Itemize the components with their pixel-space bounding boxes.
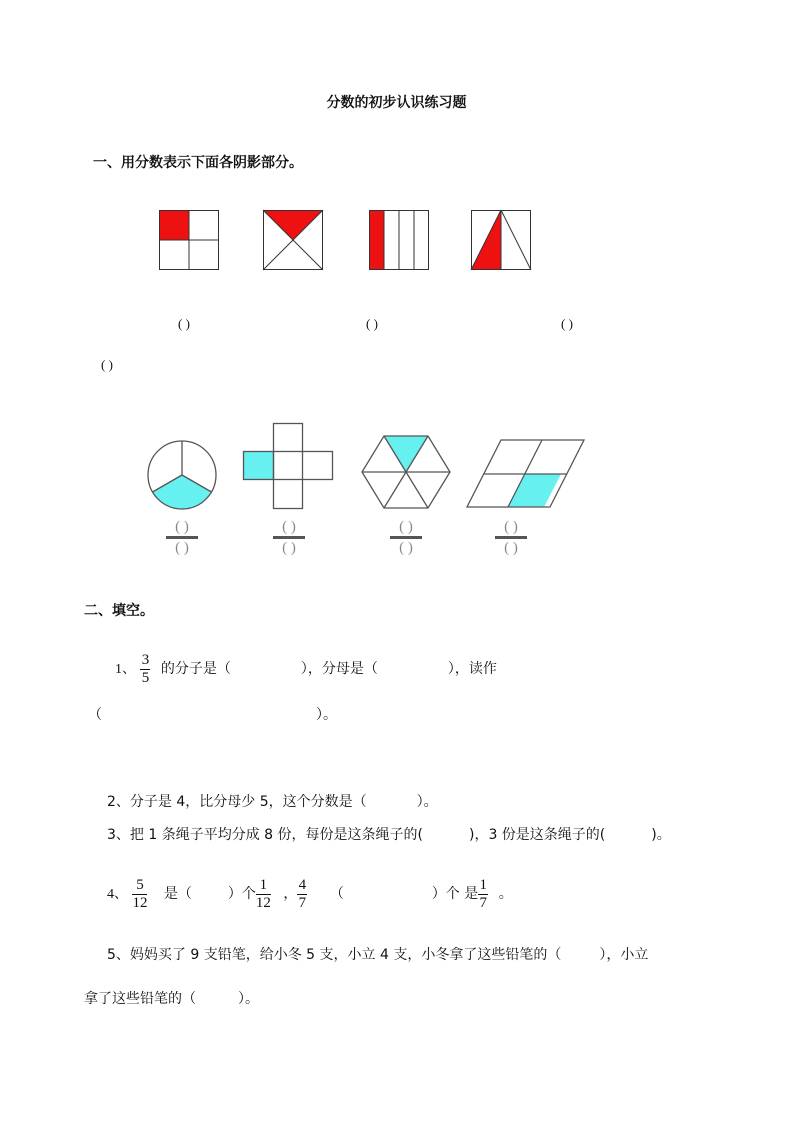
denominator-blank[interactable]: ( )	[175, 540, 189, 556]
fraction-bar	[390, 536, 422, 539]
fraction-1-7: $\frac{1}{7}$	[479, 876, 488, 911]
numerator-blank[interactable]: ( )	[175, 519, 189, 535]
answer-blank-1[interactable]: ( )	[178, 316, 190, 331]
answer-blank-2[interactable]: ( )	[366, 316, 378, 331]
section-1-heading: 一、用分数表示下面各阴影部分。	[93, 155, 303, 171]
figure-square-diagonals	[263, 210, 323, 270]
question-5: 5、妈妈买了 9 支铅笔，给小冬 5 支，小立 4 支，小冬拿了这些铅笔的（ ），小立	[107, 947, 649, 963]
answer-blank-4[interactable]: ( )	[101, 357, 113, 372]
page-title: 分数的初步认识练习题	[326, 95, 467, 111]
question-5-line2: 拿了这些铅笔的（ ）。	[84, 991, 259, 1007]
fraction-bar	[273, 536, 305, 539]
denominator-blank[interactable]: ( )	[282, 540, 296, 556]
question-number: 1、	[115, 662, 136, 677]
question-3: 3、把 1 条绳子平均分成 8 份，每份是这条绳子的( )，3 份是这条绳子的( )。	[107, 827, 671, 843]
numerator-blank[interactable]: ( )	[399, 519, 413, 535]
fraction-bar	[495, 536, 527, 539]
figure-square-triangles	[471, 210, 531, 270]
denominator-blank[interactable]: ( )	[399, 540, 413, 556]
question-1: 1、 $\frac{3}{5}$ 的分子是（ ），分母是（ ），读作	[115, 651, 497, 686]
figure-square-quarters	[159, 210, 219, 270]
fraction-blank-1[interactable]	[166, 519, 198, 556]
numerator-blank[interactable]: ( )	[504, 519, 518, 535]
figure-parallelogram-quarters	[467, 440, 585, 508]
figure-cross-squares	[243, 423, 333, 509]
fraction-blank-3[interactable]	[390, 519, 422, 556]
answer-blank-3[interactable]: ( )	[561, 316, 573, 331]
denominator-blank[interactable]: ( )	[504, 540, 518, 556]
fraction-5-12: $\frac{5}{12}$	[132, 876, 148, 911]
figure-square-strips	[369, 210, 429, 270]
fraction-blank-4[interactable]	[495, 519, 527, 556]
fraction-4-7: $\frac{4}{7}$	[298, 876, 307, 911]
fraction-bar	[166, 536, 198, 539]
section-2-heading: 二、填空。	[84, 603, 154, 619]
figure-circle-thirds	[147, 440, 217, 510]
numerator-blank[interactable]: ( )	[282, 519, 296, 535]
question-4: 4、 $\frac{5}{12}$ 是（ ）个 $\frac{1}{12}$ ， $\frac{4}{7}$ （ ）个 是 $\frac{1}{7}$ 。	[107, 876, 513, 911]
fraction-1-12: $\frac{1}{12}$	[255, 876, 271, 911]
fraction-3-5: $\frac{3}{5}$	[141, 651, 150, 686]
fraction-blank-2[interactable]	[273, 519, 305, 556]
question-1-line2: （ ）。	[88, 707, 337, 723]
figure-hexagon-sixths	[362, 436, 450, 508]
question-2: 2、分子是 4，比分母少 5，这个分数是（ ）。	[107, 794, 438, 810]
